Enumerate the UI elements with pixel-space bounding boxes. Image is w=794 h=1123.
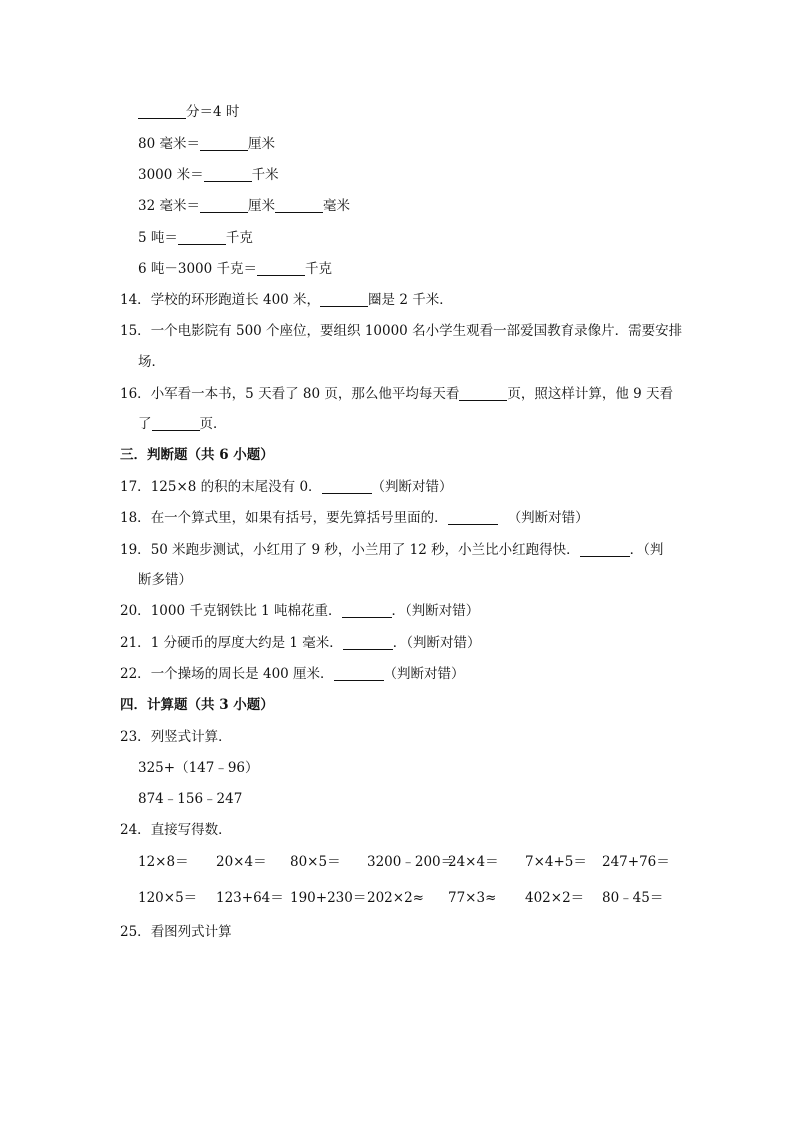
question-text: 学校的环形跑道长 400 米， (150, 292, 321, 308)
conversion-line-3 (138, 165, 279, 185)
conversion-text: 5 吨＝ (138, 230, 178, 246)
section-heading-calculation: 四．计算题（共 3 小题） (120, 697, 274, 713)
question-number: 21． (120, 635, 151, 651)
calc-item: 190+230＝ (290, 890, 367, 906)
conversion-text: 6 吨－3000 千克＝ (138, 261, 258, 277)
calc-item: 12×8＝ (138, 854, 189, 870)
answer-blank[interactable] (459, 386, 507, 401)
conversion-line-4 (138, 196, 350, 216)
conversion-text: 分＝4 时 (186, 104, 240, 120)
question-23 (120, 727, 232, 747)
answer-blank[interactable] (257, 261, 305, 276)
calc-item: 7×4+5＝ (525, 854, 587, 870)
answer-blank[interactable] (152, 416, 200, 431)
answer-blank[interactable] (200, 136, 248, 151)
question-text: 直接写得数． (150, 822, 232, 838)
question-24 (120, 820, 232, 840)
question-text: 小军看一本书，5 天看了 80 页，那么他平均每天看 (150, 386, 460, 402)
question-text: 场． (138, 354, 165, 370)
conversion-line-5 (138, 228, 253, 248)
question-number: 16． (120, 386, 151, 402)
question-text: 1000 千克钢铁比 1 吨棉花重． (150, 603, 342, 619)
question-number: 14． (120, 292, 151, 308)
question-text: 50 米跑步测试，小红用了 9 秒，小兰用了 12 秒，小兰比小红跑得快． (150, 542, 580, 558)
question-18 (120, 508, 589, 528)
conversion-text: 毫米 (322, 198, 350, 214)
question-text: 页，照这样计算，他 9 天看 (507, 386, 673, 402)
answer-blank[interactable] (204, 167, 252, 182)
conversion-line-2 (138, 134, 275, 154)
conversion-text: 千米 (251, 167, 279, 183)
question-15 (120, 321, 682, 341)
question-hint: ．（判断对错） (391, 603, 480, 619)
conversion-text: 3000 米＝ (138, 167, 204, 183)
answer-blank[interactable] (343, 635, 393, 650)
question-16 (120, 384, 673, 404)
question-number: 15． (120, 323, 151, 339)
question-hint: （判断对错） (383, 666, 465, 682)
answer-blank[interactable] (334, 666, 384, 681)
question-17 (120, 477, 453, 497)
question-number: 25． (120, 924, 151, 940)
question-text: 一个电影院有 500 个座位，要组织 10000 名小学生观看一部爱国教育录像片．需要安排 (150, 323, 683, 339)
calc-item: 77×3≈ (448, 890, 497, 906)
question-number: 23． (120, 729, 151, 745)
question-text: 了 (138, 416, 152, 432)
calc-item: 123+64＝ (216, 890, 284, 906)
answer-blank[interactable] (342, 603, 392, 618)
answer-blank[interactable] (138, 104, 186, 119)
answer-blank[interactable] (275, 198, 323, 213)
calc-item: 80×5＝ (290, 854, 341, 870)
conversion-text: 32 毫米＝ (138, 198, 200, 214)
answer-blank[interactable] (322, 479, 372, 494)
conversion-line-6 (138, 259, 332, 279)
question-22 (120, 664, 465, 684)
question-text: 页． (199, 416, 227, 432)
question-number: 18． (120, 510, 151, 526)
question-21 (120, 633, 481, 653)
conversion-text: 80 毫米＝ (138, 136, 200, 152)
question-20 (120, 601, 479, 621)
calc-item: 24×4＝ (448, 854, 499, 870)
vertical-calc-item: 874﹣156﹣247 (138, 791, 243, 807)
question-number: 24． (120, 822, 151, 838)
question-text: 看图列式计算 (150, 924, 232, 940)
answer-blank[interactable] (448, 510, 498, 525)
conversion-text: 厘米 (247, 198, 275, 214)
question-25 (120, 922, 232, 942)
question-number: 19． (120, 542, 151, 558)
question-hint: ．（判 (629, 542, 664, 558)
question-19 (120, 540, 663, 560)
question-text: 125×8 的积的末尾没有 0． (150, 479, 322, 495)
calc-item: 247+76＝ (602, 854, 670, 870)
answer-blank[interactable] (200, 198, 248, 213)
calc-item: 80﹣45＝ (602, 890, 664, 906)
question-hint: 断多错） (138, 572, 192, 588)
question-text: 圈是 2 千米． (368, 292, 453, 308)
calc-item: 202×2≈ (367, 890, 424, 906)
question-hint: ．（判断对错） (392, 635, 481, 651)
question-hint: （判断对错） (371, 479, 453, 495)
question-15-continued (138, 352, 165, 372)
answer-blank[interactable] (178, 230, 226, 245)
question-number: 17． (120, 479, 151, 495)
question-number: 22． (120, 666, 151, 682)
question-text: 1 分硬币的厚度大约是 1 毫米． (150, 635, 343, 651)
answer-blank[interactable] (580, 542, 630, 557)
question-text: 一个操场的周长是 400 厘米． (150, 666, 334, 682)
vertical-calc-item: 325+（147﹣96） (138, 760, 259, 776)
section-heading-judgment: 三．判断题（共 6 小题） (120, 447, 274, 463)
calc-item: 120×5＝ (138, 890, 198, 906)
calc-item: 20×4＝ (216, 854, 267, 870)
conversion-text: 千克 (225, 230, 253, 246)
question-19-continued (138, 570, 192, 590)
question-14 (120, 290, 453, 310)
question-number: 20． (120, 603, 151, 619)
question-text: 在一个算式里，如果有括号，要先算括号里面的． (150, 510, 448, 526)
conversion-text: 千克 (305, 261, 333, 277)
conversion-line-1 (138, 102, 239, 122)
calc-item: 402×2＝ (525, 890, 585, 906)
question-hint: （判断对错） (507, 510, 589, 526)
calc-item: 3200﹣200＝ (367, 854, 455, 870)
question-text: 列竖式计算． (150, 729, 232, 745)
conversion-text: 厘米 (247, 136, 275, 152)
question-16-continued (138, 414, 227, 434)
answer-blank[interactable] (320, 292, 368, 307)
